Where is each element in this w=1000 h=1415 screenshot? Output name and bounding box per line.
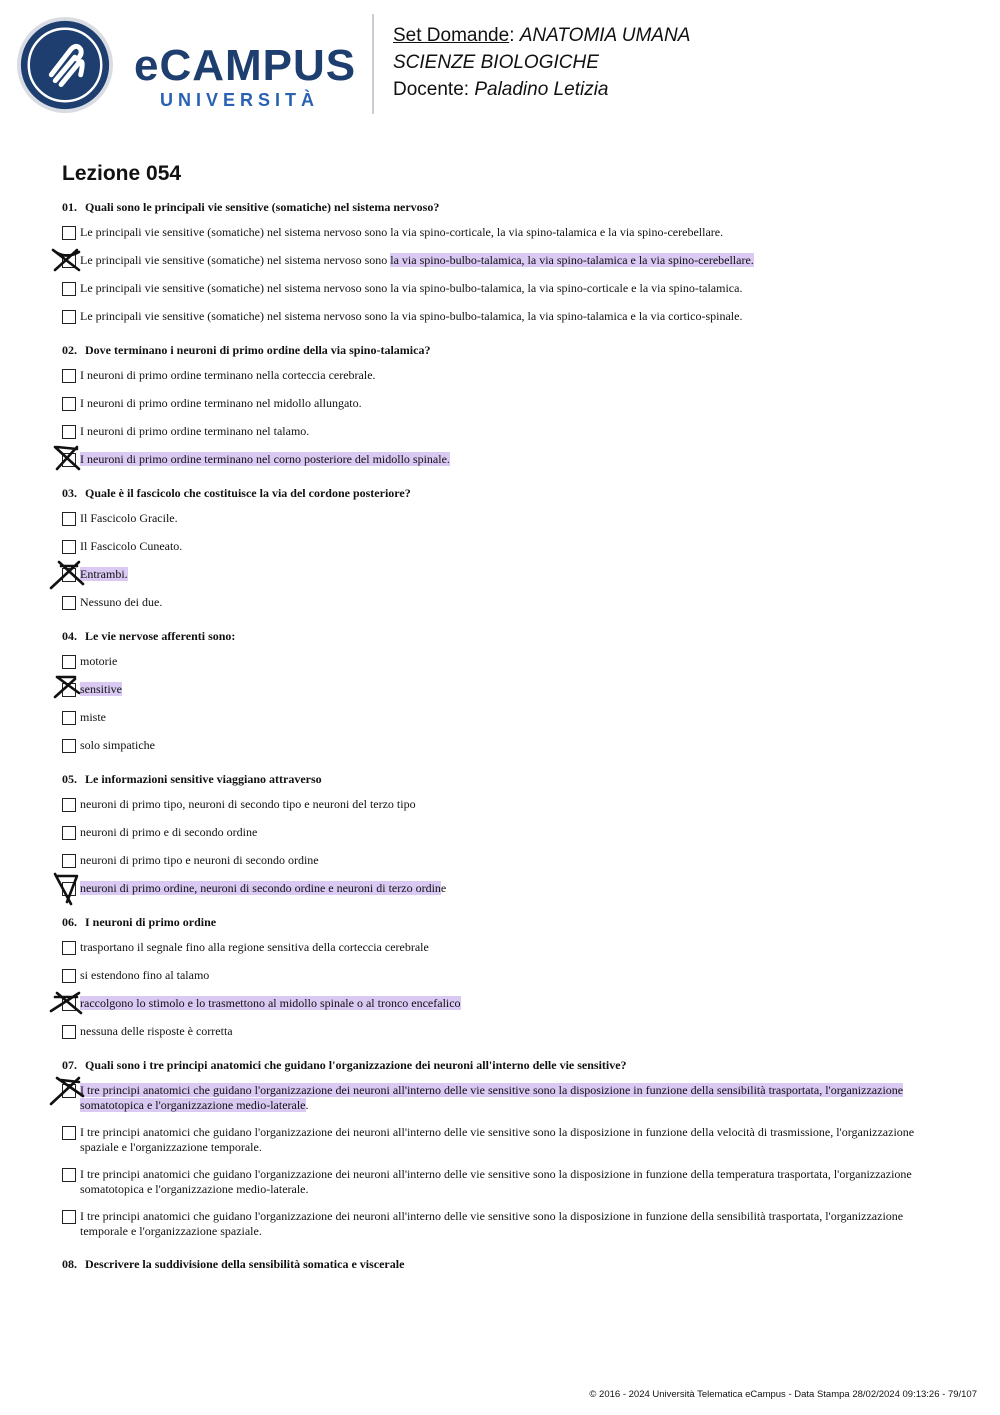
- answer-text: solo simpatiche: [80, 738, 155, 752]
- answer-option[interactable]: [62, 539, 942, 555]
- handwritten-check-mark: [48, 244, 90, 276]
- header-info: [393, 22, 690, 103]
- answer-option[interactable]: [62, 368, 942, 384]
- answer-checkbox[interactable]: [62, 282, 76, 296]
- answer-checkbox[interactable]: [62, 1025, 76, 1039]
- answer-option[interactable]: [62, 682, 942, 698]
- question-5: [62, 771, 942, 897]
- answer-text: I tre principi anatomici che guidano l'organizzazione dei neuroni all'interno delle vie sensitive sono la disposizione in funzione della temperatura trasportata, l'organizzazione somatotopica e l'organizzazione medio-laterale.: [80, 1167, 912, 1196]
- teacher-label: Docente:: [393, 79, 470, 100]
- handwritten-check-mark: [48, 872, 90, 904]
- answer-option[interactable]: [62, 738, 942, 754]
- answer-text: Le principali vie sensitive (somatiche) nel sistema nervoso sono la via spino-corticale, la via spino-talamica e la via spino-cerebellare.: [80, 225, 724, 239]
- answer-checkbox[interactable]: [62, 425, 76, 439]
- answer-checkbox[interactable]: [62, 969, 76, 983]
- question-label: Le informazioni sensitive viaggiano attraverso: [85, 772, 322, 786]
- highlighted-answer-text: la via spino-bulbo-talamica, la via spino-talamica e la via spino-cerebellare.: [390, 253, 754, 267]
- answer-option[interactable]: [62, 225, 942, 241]
- answer-text: si estendono fino al talamo: [80, 968, 210, 982]
- answer-text: I neuroni di primo ordine terminano nel talamo.: [80, 424, 310, 438]
- question-number: 05.: [62, 772, 77, 786]
- answer-checkbox[interactable]: [62, 739, 76, 753]
- answer-option[interactable]: [62, 424, 942, 440]
- teacher-name: Paladino Letizia: [474, 79, 609, 100]
- answer-checkbox[interactable]: [62, 540, 76, 554]
- question-label: Quali sono i tre principi anatomici che guidano l'organizzazione dei neuroni all'interno delle vie sensitive?: [85, 1058, 627, 1072]
- answer-checkbox[interactable]: [62, 226, 76, 240]
- answer-text: motorie: [80, 654, 118, 668]
- course-line: [393, 49, 690, 76]
- answer-option[interactable]: [62, 710, 942, 726]
- answer-checkbox[interactable]: [62, 1126, 76, 1140]
- answer-text: Le principali vie sensitive (somatiche) nel sistema nervoso sono la via spino-bulbo-talamica, la via spino-talamica e la via cortico-spinale.: [80, 309, 743, 323]
- answer-text: Nessuno dei due.: [80, 595, 163, 609]
- question-sheet: [62, 160, 942, 1289]
- answer-text: trasportano il segnale fino alla regione sensitiva della corteccia cerebrale: [80, 940, 429, 954]
- answer-option[interactable]: [62, 1083, 942, 1113]
- question-number: 03.: [62, 486, 77, 500]
- handwritten-check-mark: [48, 443, 90, 475]
- question-number: 07.: [62, 1058, 77, 1072]
- question-text: [62, 1057, 942, 1073]
- answer-option[interactable]: [62, 968, 942, 984]
- answer-text: I tre principi anatomici che guidano l'organizzazione dei neuroni all'interno delle vie sensitive sono la disposizione in funzione della velocità di trasmissione, l'organizzazione spaziale e l'organizzazione temporale.: [80, 1125, 915, 1154]
- answer-checkbox[interactable]: [62, 310, 76, 324]
- set-value: ANATOMIA UMANA: [519, 25, 691, 46]
- answer-option[interactable]: [62, 253, 942, 269]
- answer-checkbox[interactable]: [62, 596, 76, 610]
- answer-checkbox[interactable]: [62, 1168, 76, 1182]
- lesson-title: Lezione 054: [62, 162, 182, 185]
- answer-option[interactable]: [62, 1167, 942, 1197]
- answer-text: miste: [80, 710, 106, 724]
- question-text: [62, 342, 942, 358]
- answer-text: nessuna delle risposte è corretta: [80, 1024, 233, 1038]
- answer-option[interactable]: [62, 940, 942, 956]
- answer-option[interactable]: [62, 853, 942, 869]
- highlighted-answer-text: neuroni di primo ordine, neuroni di secondo ordine e neuroni di terzo ordin: [80, 881, 441, 895]
- answer-option[interactable]: [62, 1125, 942, 1155]
- question-list: [62, 199, 942, 1272]
- question-8: [62, 1256, 942, 1272]
- question-label: Le vie nervose afferenti sono:: [85, 629, 236, 643]
- answer-option[interactable]: [62, 511, 942, 527]
- answer-option[interactable]: [62, 396, 942, 412]
- ecampus-seal-logo: [16, 16, 114, 114]
- question-number: 08.: [62, 1257, 77, 1271]
- question-number: 02.: [62, 343, 77, 357]
- question-text: [62, 485, 942, 501]
- teacher-line: [393, 76, 690, 103]
- answer-option[interactable]: [62, 452, 942, 468]
- ecampus-wordmark: eCAMPUS: [134, 41, 357, 90]
- question-text: [62, 914, 942, 930]
- answer-option[interactable]: [62, 567, 942, 583]
- question-label: Descrivere la suddivisione della sensibilità somatica e viscerale: [85, 1257, 405, 1271]
- question-label: Quali sono le principali vie sensitive (somatiche) nel sistema nervoso?: [85, 200, 440, 214]
- question-label: Quale è il fascicolo che costituisce la via del cordone posteriore?: [85, 486, 411, 500]
- answer-text: I neuroni di primo ordine terminano nella corteccia cerebrale.: [80, 368, 376, 382]
- question-text: [62, 628, 942, 644]
- answer-checkbox[interactable]: [62, 941, 76, 955]
- answer-option[interactable]: [62, 881, 942, 897]
- answer-text: Il Fascicolo Cuneato.: [80, 539, 183, 553]
- answer-text: neuroni di primo e di secondo ordine: [80, 825, 258, 839]
- page-footer: © 2016 - 2024 Università Telematica eCampus - Data Stampa 28/02/2024 09:13:26 - 79/107: [589, 1389, 977, 1400]
- question-text: [62, 199, 942, 215]
- handwritten-check-mark: [48, 558, 90, 590]
- handwritten-check-mark: [48, 987, 90, 1019]
- answer-checkbox[interactable]: [62, 397, 76, 411]
- answer-checkbox[interactable]: [62, 512, 76, 526]
- answer-text-suffix: e: [440, 881, 447, 895]
- highlighted-answer-text: I tre principi anatomici che guidano l'organizzazione dei neuroni all'interno delle vie sensitive sono la disposizione in funzione della sensibilità trasportata, l'organizzazione somatotopica e l'organizzazione medio-laterale: [80, 1083, 904, 1112]
- question-4: [62, 628, 942, 754]
- question-number: 04.: [62, 629, 77, 643]
- answer-checkbox[interactable]: [62, 854, 76, 868]
- handwritten-check-mark: [48, 673, 90, 705]
- handwritten-check-mark: [48, 1074, 90, 1106]
- set-line: Set Domande: ANATOMIA UMANA: [393, 25, 691, 46]
- answer-option[interactable]: [62, 996, 942, 1012]
- header-divider: [372, 14, 374, 114]
- question-3: [62, 485, 942, 611]
- answer-text: I neuroni di primo ordine terminano nel midollo allungato.: [80, 396, 362, 410]
- answer-checkbox[interactable]: [62, 826, 76, 840]
- answer-text: Le principali vie sensitive (somatiche) nel sistema nervoso sono la via spino-bulbo-talamica, la via spino-corticale e la via spino-talamica.: [80, 281, 743, 295]
- question-6: [62, 914, 942, 1040]
- question-number: 06.: [62, 915, 77, 929]
- answer-option[interactable]: [62, 825, 942, 841]
- question-label: Dove terminano i neuroni di primo ordine della via spino-talamica?: [85, 343, 431, 357]
- answer-text: Le principali vie sensitive (somatiche) nel sistema nervoso sono: [80, 253, 391, 267]
- answer-option[interactable]: [62, 309, 942, 325]
- question-1: [62, 199, 942, 325]
- highlighted-answer-text: Entrambi.: [80, 567, 128, 581]
- answer-text-suffix: .: [305, 1098, 309, 1112]
- answer-option[interactable]: [62, 281, 942, 297]
- answer-checkbox[interactable]: [62, 369, 76, 383]
- answer-option[interactable]: [62, 797, 942, 813]
- highlighted-answer-text: sensitive: [80, 682, 122, 696]
- answer-text: Il Fascicolo Gracile.: [80, 511, 178, 525]
- answer-option[interactable]: [62, 654, 942, 670]
- question-7: [62, 1057, 942, 1239]
- course-name: SCIENZE BIOLOGICHE: [393, 52, 599, 73]
- question-2: [62, 342, 942, 468]
- set-label: Set Domande: [393, 25, 510, 46]
- answer-checkbox[interactable]: [62, 1210, 76, 1224]
- question-text: [62, 1256, 942, 1272]
- answer-option[interactable]: [62, 1209, 942, 1239]
- question-number: 01.: [62, 200, 77, 214]
- question-text: [62, 771, 942, 787]
- ecampus-subtitle: UNIVERSITÀ: [160, 90, 320, 110]
- answer-text: neuroni di primo tipo, neuroni di secondo tipo e neuroni del terzo tipo: [80, 797, 416, 811]
- answer-text: neuroni di primo tipo e neuroni di secondo ordine: [80, 853, 319, 867]
- highlighted-answer-text: I neuroni di primo ordine terminano nel corno posteriore del midollo spinale.: [80, 452, 450, 466]
- answer-checkbox[interactable]: [62, 655, 76, 669]
- answer-checkbox[interactable]: [62, 711, 76, 725]
- answer-option[interactable]: [62, 1024, 942, 1040]
- answer-option[interactable]: [62, 595, 942, 611]
- answer-checkbox[interactable]: [62, 798, 76, 812]
- answer-text: I tre principi anatomici che guidano l'organizzazione dei neuroni all'interno delle vie sensitive sono la disposizione in funzione della sensibilità trasportata, l'organizzazione temporale e l'organizzazione spaziale.: [80, 1209, 904, 1238]
- question-label: I neuroni di primo ordine: [85, 915, 217, 929]
- highlighted-answer-text: raccolgono lo stimolo e lo trasmettono al midollo spinale o al tronco encefalico: [80, 996, 461, 1010]
